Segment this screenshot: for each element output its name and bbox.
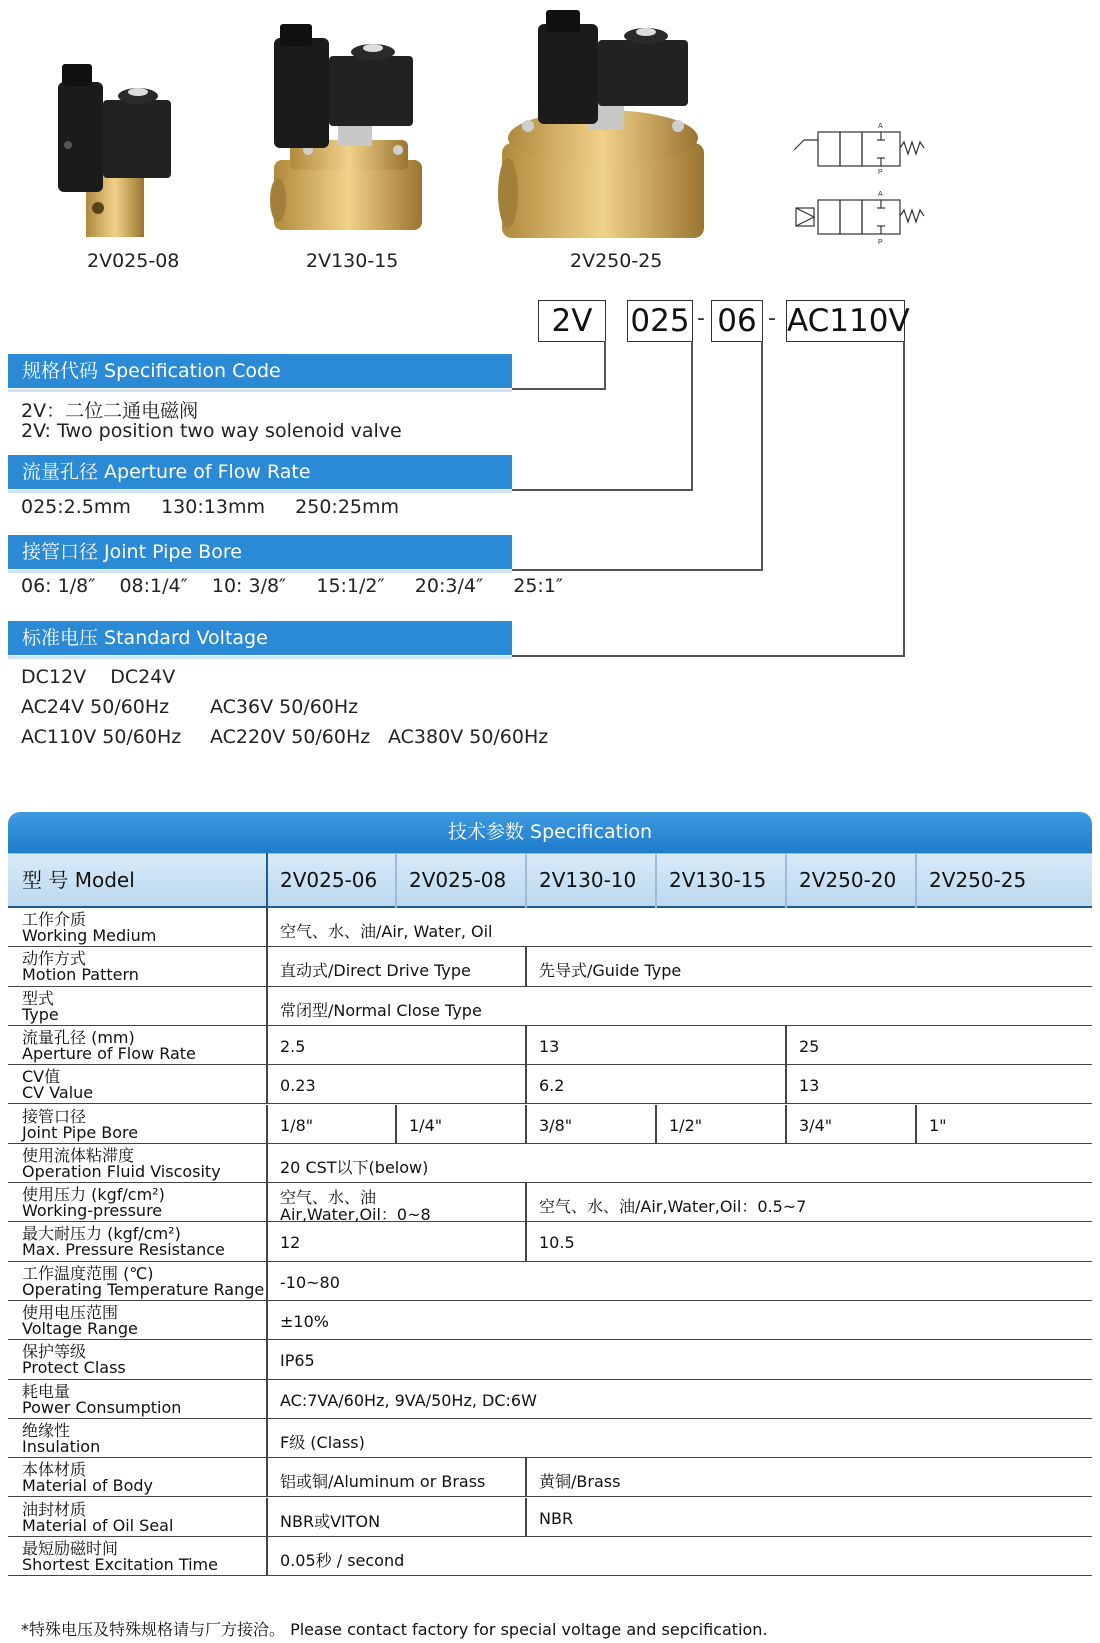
header-divider bbox=[655, 853, 657, 908]
cell-value: 3/8" bbox=[539, 1115, 573, 1135]
valve-symbol-diagram bbox=[788, 118, 938, 253]
header-model-4: 2V130-15 bbox=[669, 868, 767, 892]
cell-value: 25 bbox=[799, 1036, 820, 1056]
column-divider bbox=[395, 1105, 397, 1144]
row-label-en: Working-pressure bbox=[22, 1201, 163, 1221]
row-label-en: Material of Oil Seal bbox=[22, 1515, 174, 1535]
row-label-en: Max. Pressure Resistance bbox=[22, 1240, 225, 1260]
cell-value: ±10% bbox=[280, 1312, 329, 1331]
header-model-2: 2V025-08 bbox=[409, 868, 507, 892]
cell-value: 1/8" bbox=[280, 1115, 314, 1135]
row-label-en: Material of Body bbox=[22, 1476, 153, 1496]
voltage-ac110: AC110V 50/60Hz bbox=[21, 726, 182, 748]
row-label-cn: 型式 bbox=[22, 988, 55, 1008]
product-label-2: 2V130-15 bbox=[306, 250, 399, 272]
row-label-cn: CV值 bbox=[22, 1067, 61, 1087]
cell-value: 3/4" bbox=[799, 1115, 833, 1135]
row-label-en: Motion Pattern bbox=[22, 965, 139, 985]
cell-value: 0.05秒 / second bbox=[280, 1550, 405, 1570]
joint-values: 06: 1/8″ 08:1/4″ 10: 3/8″ 15:1/2″ 20:3/4″ 25:1″ bbox=[21, 575, 564, 597]
valve-image-2v250 bbox=[498, 8, 708, 243]
footnote: *特殊电压及特殊规格请与厂方接洽。 Please contact factory for special voltage and sepcification. bbox=[21, 1620, 768, 1639]
table-row bbox=[8, 987, 1092, 1026]
code-part-series: 2V bbox=[538, 300, 606, 342]
cell-value: 13 bbox=[539, 1036, 560, 1056]
spec-table-title: 技术参数 Specification bbox=[8, 812, 1092, 853]
column-divider bbox=[266, 1105, 268, 1144]
cell-value: 13 bbox=[799, 1076, 820, 1096]
table-row bbox=[8, 1301, 1092, 1340]
port-label-a2: A bbox=[878, 191, 883, 198]
cell-value: 黄铜/Brass bbox=[539, 1472, 621, 1492]
connector-line bbox=[512, 489, 693, 491]
row-label-en: Operation Fluid Viscosity bbox=[22, 1161, 221, 1181]
column-divider bbox=[266, 1301, 268, 1340]
cell-value: 12 bbox=[280, 1233, 301, 1253]
cell-value: -10~80 bbox=[280, 1272, 340, 1292]
row-label-en: Operating Temperature Range bbox=[22, 1279, 265, 1299]
cell-value: 20 CST以下(below) bbox=[280, 1157, 429, 1177]
column-divider bbox=[525, 1065, 527, 1104]
cell-value: 常闭型/Normal Close Type bbox=[280, 1000, 482, 1020]
row-label-cn: 耗电量 bbox=[22, 1381, 71, 1401]
cell-value: 空气、水、油/Air,Water,Oil：0.5~7 bbox=[539, 1197, 807, 1217]
header-divider bbox=[395, 853, 397, 908]
header-model-3: 2V130-10 bbox=[539, 868, 637, 892]
row-label-cn: 工作介质 bbox=[22, 910, 87, 929]
column-divider bbox=[525, 1498, 527, 1537]
row-label-cn: 动作方式 bbox=[22, 949, 87, 969]
column-divider bbox=[655, 1105, 657, 1144]
row-label-cn: 使用电压范围 bbox=[22, 1303, 119, 1322]
row-label-cn: 使用压力 (kgf/cm²) bbox=[22, 1185, 165, 1205]
cell-value: NBR bbox=[539, 1508, 574, 1528]
header-divider bbox=[525, 853, 527, 908]
cell-value: 1/4" bbox=[409, 1115, 443, 1135]
header-divider bbox=[785, 853, 787, 908]
header-model-1: 2V025-06 bbox=[280, 868, 378, 892]
column-divider bbox=[785, 1065, 787, 1104]
column-divider bbox=[525, 947, 527, 986]
cell-value: 1" bbox=[929, 1115, 947, 1135]
aperture-values: 025:2.5mm 130:13mm 250:25mm bbox=[21, 496, 400, 518]
spec-code-line-cn: 2V：二位二通电磁阀 bbox=[21, 400, 199, 422]
row-label-en: Type bbox=[22, 1004, 59, 1024]
cell-value: NBR或VITON bbox=[280, 1511, 381, 1531]
connector-line bbox=[761, 341, 763, 570]
cell-value: 1/2" bbox=[669, 1115, 703, 1135]
row-label-cn: 接管口径 bbox=[22, 1106, 87, 1126]
column-divider bbox=[266, 1262, 268, 1301]
column-divider bbox=[266, 987, 268, 1026]
header-divider bbox=[915, 853, 917, 908]
column-divider bbox=[266, 1419, 268, 1458]
row-label-en: Insulation bbox=[22, 1436, 101, 1456]
column-divider bbox=[266, 1340, 268, 1379]
column-divider bbox=[525, 1458, 527, 1497]
connector-line bbox=[512, 569, 763, 571]
column-divider bbox=[266, 1183, 268, 1222]
column-divider bbox=[266, 1380, 268, 1419]
column-divider bbox=[266, 1065, 268, 1104]
code-dash-1: - bbox=[697, 306, 705, 331]
connector-line bbox=[512, 655, 905, 657]
row-label-cn: 油封材质 bbox=[22, 1499, 87, 1519]
connector-line bbox=[512, 388, 606, 390]
header-model-label: 型 号 Model bbox=[22, 868, 135, 892]
section-title-voltage: 标准电压 Standard Voltage bbox=[8, 621, 512, 655]
row-label-cn: 保护等级 bbox=[22, 1342, 87, 1362]
spec-code-line-en: 2V: Two position two way solenoid valve bbox=[21, 420, 402, 442]
column-divider bbox=[525, 1183, 527, 1222]
cell-value: 0.23 bbox=[280, 1076, 316, 1096]
header-model-6: 2V250-25 bbox=[929, 868, 1027, 892]
column-divider bbox=[266, 1144, 268, 1183]
row-label-cn: 流量孔径 (mm) bbox=[22, 1027, 135, 1047]
section-title-spec-code: 规格代码 Specification Code bbox=[8, 354, 512, 388]
connector-line bbox=[604, 341, 606, 389]
column-divider bbox=[266, 1498, 268, 1537]
port-label-p1: P bbox=[878, 169, 883, 176]
row-label-en: Power Consumption bbox=[22, 1397, 182, 1417]
row-label-en: Voltage Range bbox=[22, 1319, 138, 1338]
port-label-a1: A bbox=[878, 123, 883, 130]
code-part-aperture: 025 bbox=[627, 300, 693, 342]
code-part-pipe-bore: 06 bbox=[711, 300, 763, 342]
product-label-3: 2V250-25 bbox=[570, 250, 663, 272]
row-label-en: Aperture of Flow Rate bbox=[22, 1043, 196, 1063]
header-divider bbox=[266, 853, 268, 908]
table-row bbox=[8, 1340, 1092, 1379]
cell-value: 2.5 bbox=[280, 1036, 306, 1056]
column-divider bbox=[785, 1105, 787, 1144]
cell-value: 空气、水、油/Air, Water, Oil bbox=[280, 922, 493, 941]
section-title-joint: 接管口径 Joint Pipe Bore bbox=[8, 535, 512, 569]
row-label-cn: 工作温度范围 (℃) bbox=[22, 1263, 154, 1283]
row-label-cn: 本体材质 bbox=[22, 1460, 87, 1480]
column-divider bbox=[266, 1458, 268, 1497]
row-label-en: Shortest Excitation Time bbox=[22, 1554, 218, 1574]
voltage-ac24: AC24V 50/60Hz bbox=[21, 696, 170, 718]
header-model-5: 2V250-20 bbox=[799, 868, 897, 892]
row-label-en: Protect Class bbox=[22, 1358, 126, 1378]
voltage-dc: DC12V DC24V bbox=[21, 666, 176, 688]
cell-value: 先导式/Guide Type bbox=[539, 961, 682, 981]
cell-value: AC:7VA/60Hz, 9VA/50Hz, DC:6W bbox=[280, 1390, 537, 1410]
section-title-aperture: 流量孔径 Aperture of Flow Rate bbox=[8, 455, 512, 489]
cell-value: F级 (Class) bbox=[280, 1432, 365, 1452]
row-label-en: Joint Pipe Bore bbox=[22, 1122, 139, 1142]
column-divider bbox=[915, 1105, 917, 1144]
code-dash-2: - bbox=[768, 306, 776, 331]
cell-value: 6.2 bbox=[539, 1076, 565, 1096]
column-divider bbox=[266, 947, 268, 986]
row-label-cn: 绝缘性 bbox=[22, 1420, 71, 1440]
cell-value: IP65 bbox=[280, 1351, 315, 1371]
table-row bbox=[8, 1419, 1092, 1458]
cell-value: Air,Water,Oil：0~8 bbox=[280, 1205, 431, 1225]
voltage-ac220: AC220V 50/60Hz bbox=[210, 726, 371, 748]
valve-image-2v130 bbox=[268, 20, 428, 240]
column-divider bbox=[525, 1222, 527, 1261]
cell-value: 空气、水、油 bbox=[280, 1188, 377, 1208]
cell-value: 铝或铜/Aluminum or Brass bbox=[280, 1472, 486, 1492]
column-divider bbox=[266, 908, 268, 947]
table-row bbox=[8, 908, 1092, 947]
column-divider bbox=[525, 1026, 527, 1065]
cell-value: 直动式/Direct Drive Type bbox=[280, 961, 471, 981]
column-divider bbox=[266, 1222, 268, 1261]
voltage-ac380: AC380V 50/60Hz bbox=[388, 726, 549, 748]
column-divider bbox=[785, 1026, 787, 1065]
row-label-cn: 最大耐压力 (kgf/cm²) bbox=[22, 1224, 181, 1244]
row-label-en: CV Value bbox=[22, 1083, 94, 1103]
voltage-ac36: AC36V 50/60Hz bbox=[210, 696, 359, 718]
row-label-cn: 最短励磁时间 bbox=[22, 1538, 119, 1558]
column-divider bbox=[266, 1026, 268, 1065]
column-divider bbox=[525, 1105, 527, 1144]
code-part-voltage: AC110V bbox=[786, 300, 905, 342]
valve-image-2v025 bbox=[28, 60, 188, 240]
cell-value: 10.5 bbox=[539, 1233, 575, 1253]
row-label-en: Working Medium bbox=[22, 926, 157, 945]
connector-line bbox=[691, 341, 693, 490]
port-label-p2: P bbox=[878, 239, 883, 246]
connector-line bbox=[903, 341, 905, 656]
row-label-cn: 使用流体粘滞度 bbox=[22, 1145, 135, 1165]
column-divider bbox=[266, 1537, 268, 1576]
product-label-1: 2V025-08 bbox=[87, 250, 180, 272]
